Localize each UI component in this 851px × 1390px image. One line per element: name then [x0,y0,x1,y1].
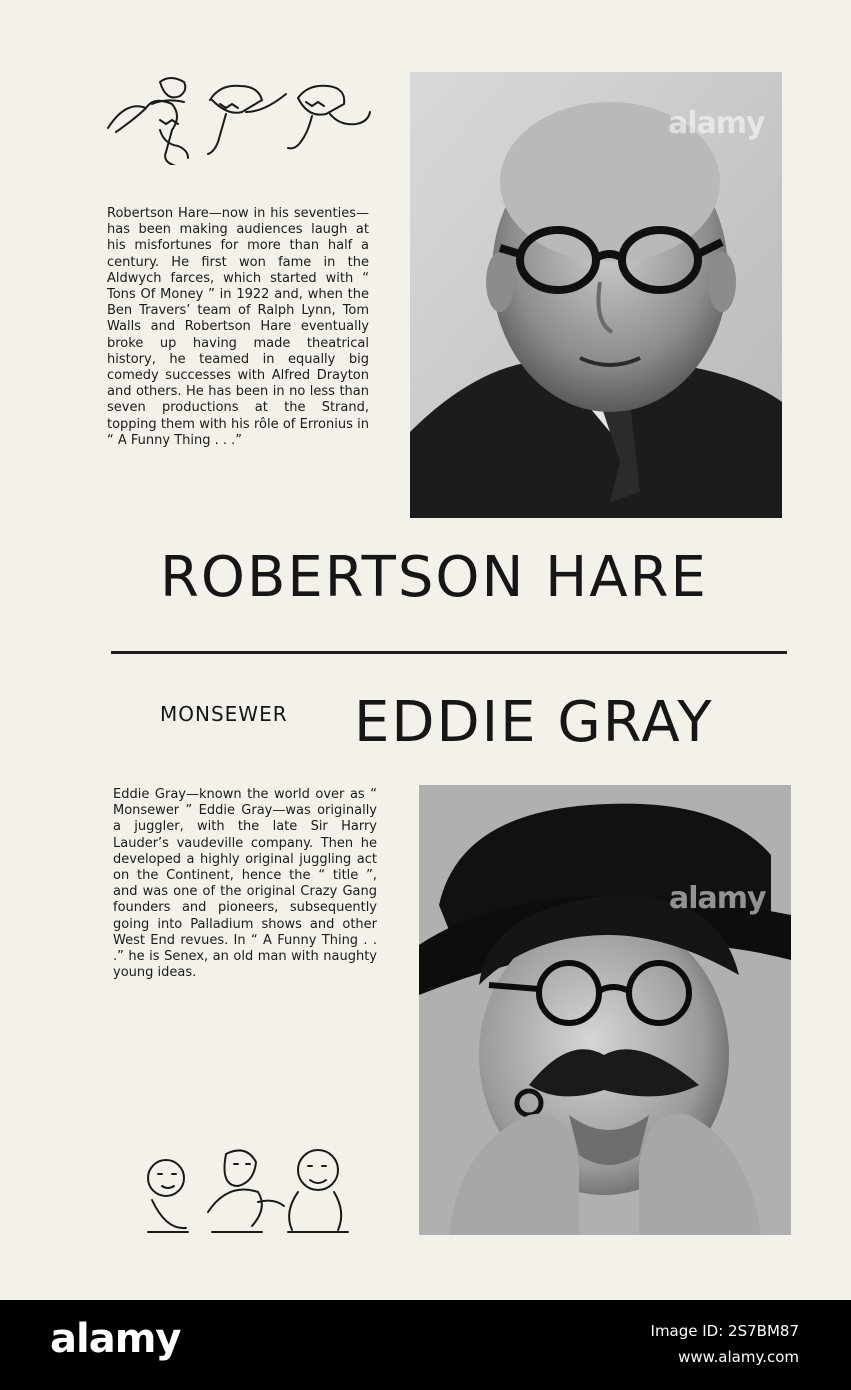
alamy-url[interactable]: www.alamy.com [678,1348,799,1366]
monsewer-prefix: MONSEWER [160,702,288,726]
image-id: Image ID: 2S7BM87 [650,1322,799,1340]
caricature-heads-icon [138,1142,358,1237]
divider [111,651,787,654]
alamy-logo: alamy [50,1316,181,1362]
robertson-hare-bio: Robertson Hare—now in his seventies—has been making audiences laugh at his misfortunes for more than half a century. He first won fame in the Aldwych farces, which started with “ Tons Of Money ” in 1922 and, when the Ben Travers’ team of Ralph Lynn, Tom Walls and Robertson Hare eventually broke up having made theatrical history, he teamed in equally big comedy successes with Alfred Drayton and others. He has been in no less than seven productions at the Strand, topping them with his rôle of Erronius in “ A Funny Thing . . .” [107,206,369,448]
portrait-man-bowler-hat-moustache-icon [419,785,791,1235]
eddie-gray-bio: Eddie Gray—known the world over as “ Monsewer ” Eddie Gray—was originally a juggler, with the late Sir Harry Lauder’s vaudeville company. Then he developed a highly original juggling act on the Continent, hence the “ title ”, and was one of the original Crazy Gang founders and pioneers, subsequently going into Palladium shows and other West End revues. In “ A Funny Thing . . .” he is Senex, an old man with naughty young ideas. [113,787,377,981]
watermark: alamy [668,106,765,141]
eddie-gray-photo [419,785,791,1235]
robertson-hare-photo [410,72,782,518]
watermark: alamy [669,881,766,916]
robertson-hare-name: ROBERTSON HARE [160,545,708,610]
eddie-gray-name: EDDIE GRAY [354,690,714,755]
dancing-figures-icon [100,70,375,165]
